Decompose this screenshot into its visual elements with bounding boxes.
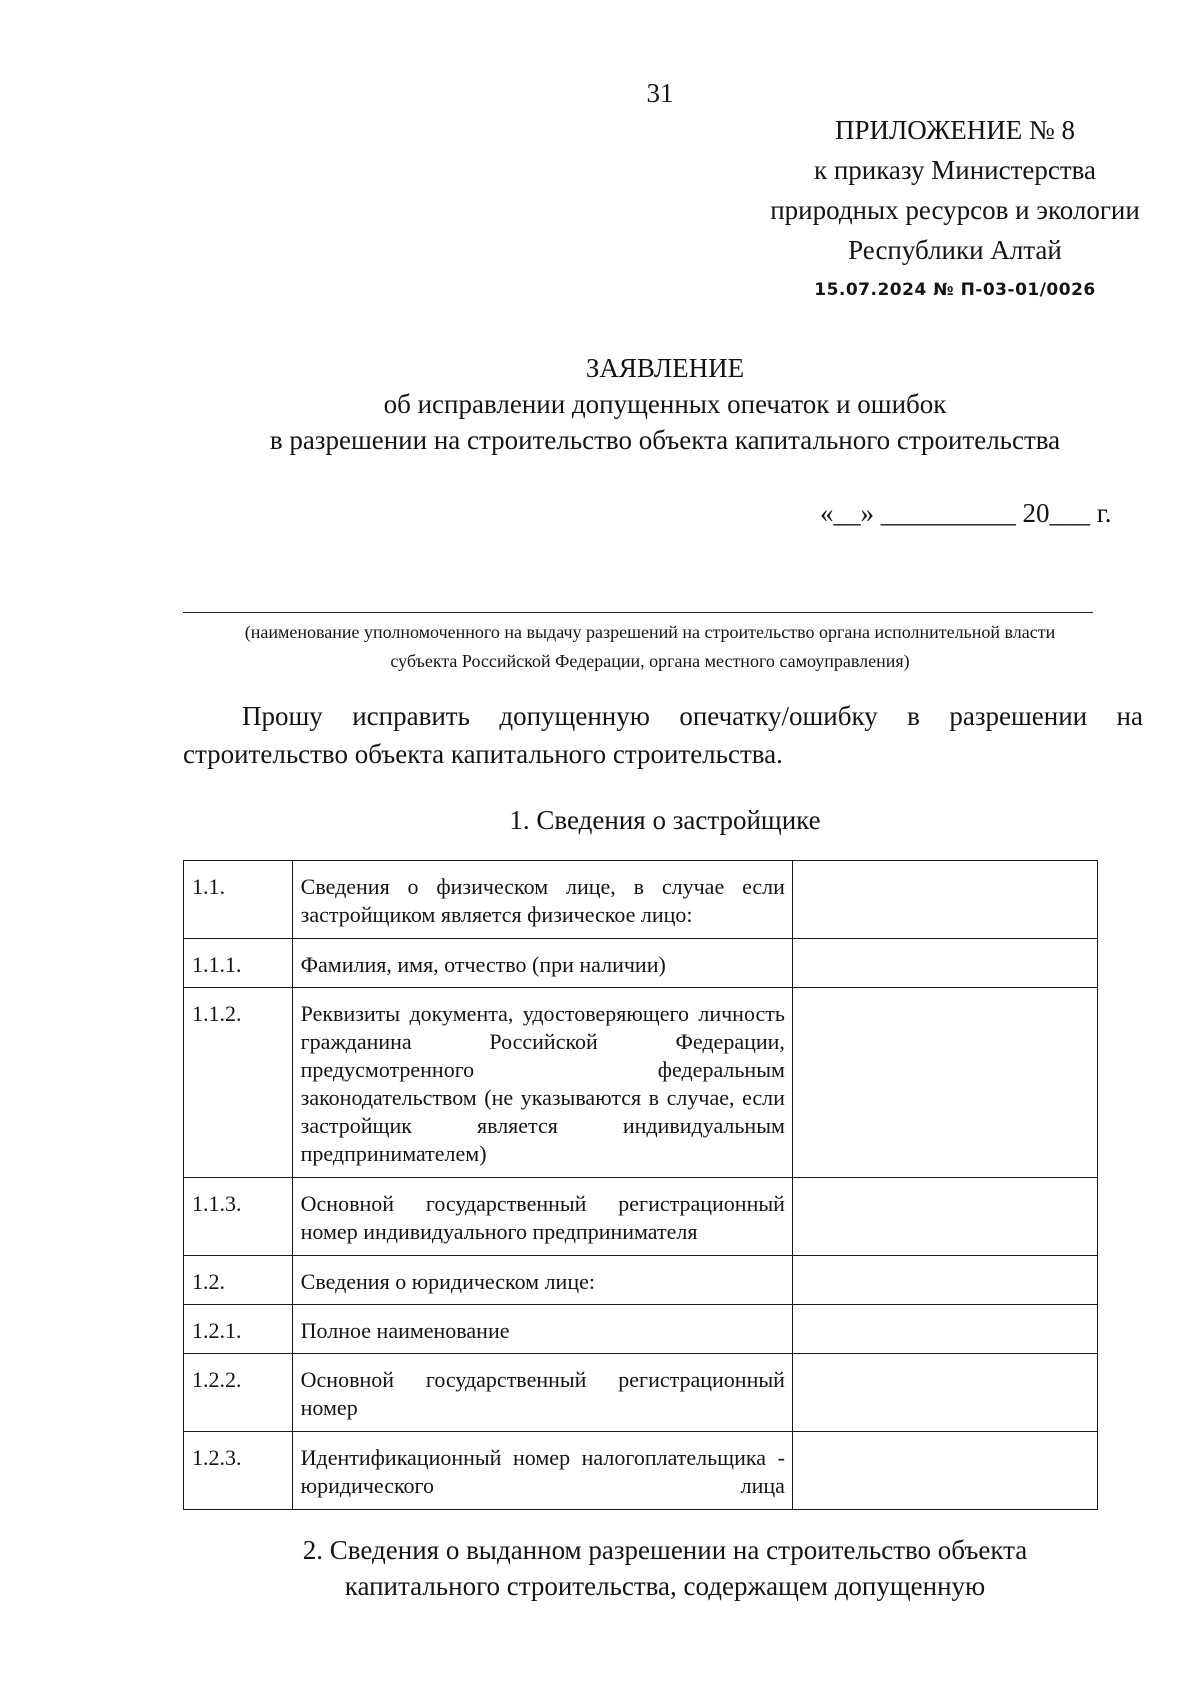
document-heading	[0, 350, 1200, 458]
section-1-title: 1. Сведения о застройщике	[509, 805, 821, 835]
document-title: ЗАЯВЛЕНИЕ	[585, 353, 745, 383]
row-value-cell[interactable]	[792, 988, 1097, 1178]
table-row	[184, 1432, 1098, 1510]
row-number: 1.1.	[184, 861, 293, 939]
row-number: 1.1.1.	[184, 939, 293, 988]
row-number: 1.2.3.	[184, 1432, 293, 1510]
row-value-cell[interactable]	[792, 939, 1097, 988]
request-paragraph: Прошу исправить допущенную опечатку/ошибку в разрешении на строительство объекта капитального строительства.	[183, 701, 1143, 769]
row-value-cell[interactable]	[792, 1178, 1097, 1256]
table-row	[184, 861, 1098, 939]
row-value-cell[interactable]	[792, 861, 1097, 939]
row-number: 1.1.2.	[184, 988, 293, 1178]
date-field[interactable]: «__» __________ 20___ г.	[820, 498, 1112, 528]
row-label: Основной государственный регистрационный номер	[292, 1354, 792, 1432]
table-row	[184, 1178, 1098, 1256]
row-value-cell[interactable]	[792, 1256, 1097, 1305]
authority-caption-line: субъекта Российской Федерации, органа местного самоуправления)	[390, 651, 910, 671]
row-label: Сведения о юридическом лице:	[292, 1256, 792, 1305]
row-value-cell[interactable]	[792, 1305, 1097, 1354]
row-number: 1.1.3.	[184, 1178, 293, 1256]
row-label: Полное наименование	[292, 1305, 792, 1354]
appendix-line: к приказу Министерства	[813, 155, 1097, 185]
table-row	[184, 988, 1098, 1178]
authority-caption-line: (наименование уполномоченного на выдачу разрешений на строительство органа исполнительной власти	[244, 622, 1056, 642]
table-row	[184, 1256, 1098, 1305]
row-label: Реквизиты документа, удостоверяющего личность гражданина Российской Федерации, предусмотренного федеральным законодательством (не указываются в случае, если застройщик является индивидуальным предпринимателем)	[292, 988, 792, 1178]
section-2-title	[0, 1532, 1200, 1604]
row-number: 1.2.	[184, 1256, 293, 1305]
document-subtitle-line: об исправлении допущенных опечаток и ошибок	[383, 389, 947, 419]
row-label: Фамилия, имя, отчество (при наличии)	[292, 939, 792, 988]
appendix-block	[740, 110, 1170, 310]
appendix-line: Республики Алтай	[848, 235, 1062, 265]
row-value-cell[interactable]	[792, 1354, 1097, 1432]
authority-name-line[interactable]	[183, 612, 1093, 613]
developer-info-table	[183, 860, 1098, 1510]
row-number: 1.2.2.	[184, 1354, 293, 1432]
table-row	[184, 939, 1098, 988]
row-label: Сведения о физическом лице, в случае если застройщиком является физическое лицо:	[292, 861, 792, 939]
appendix-title: ПРИЛОЖЕНИЕ № 8	[834, 115, 1076, 145]
table-row	[184, 1305, 1098, 1354]
authority-caption	[180, 618, 1120, 676]
row-label: Основной государственный регистрационный номер индивидуального предпринимателя	[292, 1178, 792, 1256]
section-2-title-line: 2. Сведения о выданном разрешении на строительство объекта	[302, 1535, 1028, 1565]
row-number: 1.2.1.	[184, 1305, 293, 1354]
appendix-line: природных ресурсов и экологии	[770, 195, 1140, 225]
section-2-title-line: капитального строительства, содержащем допущенную	[344, 1571, 986, 1601]
table-row	[184, 1354, 1098, 1432]
document-subtitle-line: в разрешении на строительство объекта капитального строительства	[269, 425, 1061, 455]
row-label: Идентификационный номер налогоплательщика - юридического лица	[292, 1432, 792, 1510]
page-number: 31	[646, 78, 674, 108]
row-value-cell[interactable]	[792, 1432, 1097, 1510]
order-date-number: 15.07.2024 № П-03-01/0026	[814, 280, 1096, 300]
